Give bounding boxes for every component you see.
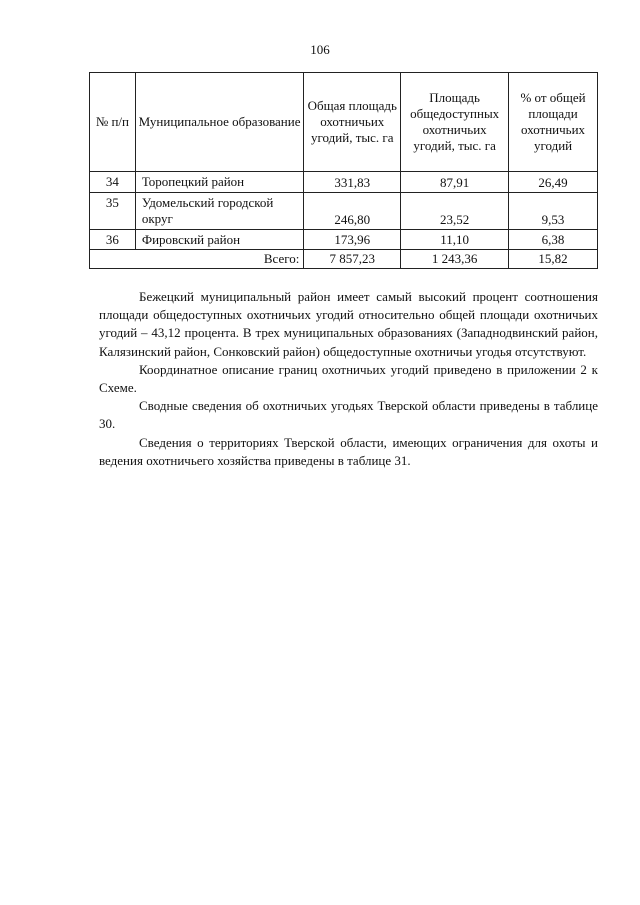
table-total-row xyxy=(90,250,598,269)
percent-total: 15,82 xyxy=(509,250,598,269)
total-area-sum: 7 857,23 xyxy=(304,250,401,269)
paragraph: Сводные сведения об охотничьих угодьях Тверской области приведены в таблице 30. xyxy=(99,398,598,432)
row-percent: 6,38 xyxy=(509,230,598,250)
paragraph: Сведения о территориях Тверской области, имеющих ограничения для охоты и ведения охотничьего хозяйства приведены в таблице 31. xyxy=(99,434,598,468)
public-area-sum: 1 243,36 xyxy=(401,250,509,269)
row-total-area: 246,80 xyxy=(304,193,401,230)
row-number: 35 xyxy=(90,193,136,230)
header-public-area: Площадь общедоступных охотничьих угодий, тыс. га xyxy=(401,73,509,172)
row-public-area: 87,91 xyxy=(401,172,509,193)
hunting-grounds-table xyxy=(89,72,598,269)
paragraph: Бежецкий муниципальный район имеет самый высокий процент соотношения площади общедоступных охотничьих угодий относительно общей площади охотничьих угодий – 43,12 процента. В трех муниципальных образованиях (Западнодвинский район, Калязинский район, Сонковский район) общедоступные охотничьи угодья отсутствуют. xyxy=(99,289,598,359)
total-label: Всего: xyxy=(90,250,304,269)
page-number: 106 xyxy=(310,42,330,57)
table-header-row xyxy=(90,73,598,172)
row-percent: 26,49 xyxy=(509,172,598,193)
row-municipality: Удомельский городской округ xyxy=(135,193,304,230)
row-total-area: 331,83 xyxy=(304,172,401,193)
row-percent: 9,53 xyxy=(509,193,598,230)
table-row xyxy=(90,193,598,230)
row-public-area: 23,52 xyxy=(401,193,509,230)
header-total-area: Общая площадь охотничьих угодий, тыс. га xyxy=(304,73,401,172)
header-percent: % от общей площади охотничьих угодий xyxy=(509,73,598,172)
row-municipality: Торопецкий район xyxy=(135,172,304,193)
header-municipality: Муниципальное образование xyxy=(135,73,304,172)
table-row xyxy=(90,172,598,193)
row-number: 36 xyxy=(90,230,136,250)
table-row xyxy=(90,230,598,250)
row-public-area: 11,10 xyxy=(401,230,509,250)
row-total-area: 173,96 xyxy=(304,230,401,250)
header-number: № п/п xyxy=(90,73,136,172)
body-text xyxy=(99,288,598,470)
row-number: 34 xyxy=(90,172,136,193)
paragraph: Координатное описание границ охотничьих угодий приведено в приложении 2 к Схеме. xyxy=(99,361,598,396)
row-municipality: Фировский район xyxy=(135,230,304,250)
